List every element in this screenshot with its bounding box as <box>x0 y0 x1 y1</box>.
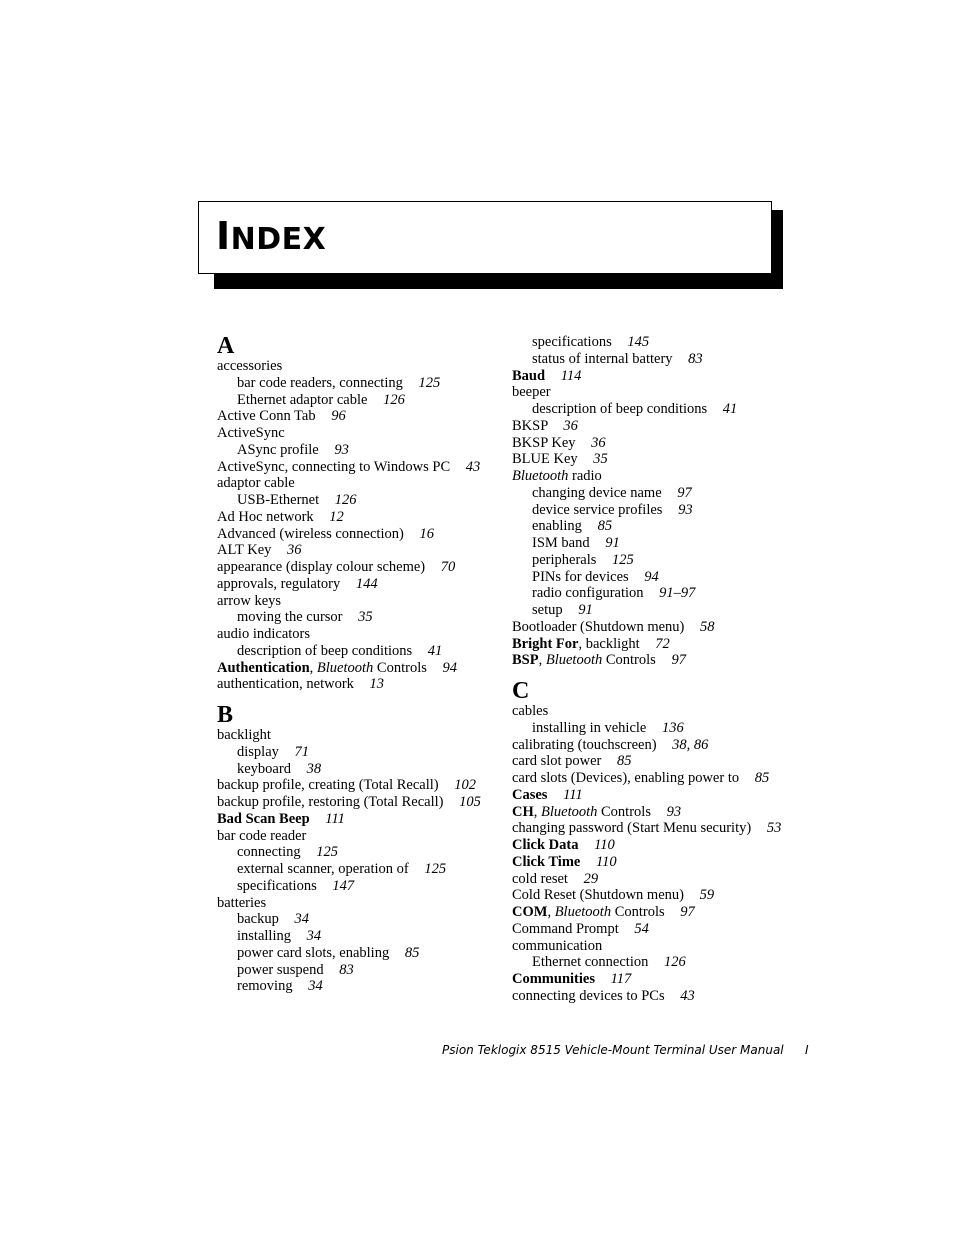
index-term: moving the cursor <box>237 609 343 626</box>
index-term: radio configuration <box>532 585 644 602</box>
index-page-ref: 125 <box>418 374 441 391</box>
index-entry <box>512 384 802 401</box>
index-page-ref: 91 <box>578 602 593 618</box>
index-term: BLUE Key <box>512 451 578 468</box>
index-term: accessories <box>217 358 283 374</box>
index-entry <box>512 837 802 854</box>
index-term-italic: Bluetooth <box>541 803 598 820</box>
index-subentry <box>217 492 507 509</box>
index-page-ref: 83 <box>688 350 703 367</box>
index-page-ref: 43 <box>465 458 481 475</box>
index-term: cold reset <box>512 870 568 887</box>
index-subentry <box>217 744 507 761</box>
index-term: beeper <box>512 384 551 401</box>
index-section-letter: A <box>217 333 235 359</box>
index-page-ref: 97 <box>680 904 695 920</box>
index-term-italic: Bluetooth <box>545 652 603 669</box>
index-page-ref: 38 <box>306 760 322 777</box>
index-subentry <box>217 844 507 861</box>
index-entry: Bright For, backlight 72 <box>512 635 670 652</box>
index-page-ref: 36 <box>563 417 578 434</box>
index-entry <box>512 451 802 468</box>
index-subentry <box>217 861 507 878</box>
index-term: audio indicators <box>217 626 311 642</box>
index-term: BKSP <box>512 417 548 434</box>
index-entry <box>217 559 507 576</box>
index-page-ref: 93 <box>334 441 349 458</box>
index-subentry <box>217 945 507 962</box>
index-term: radio <box>572 468 602 484</box>
index-subentry <box>512 552 802 569</box>
index-term: power suspend <box>237 961 324 978</box>
index-page-ref: 91–97 <box>659 585 696 602</box>
index-page-ref: 38, 86 <box>672 736 709 753</box>
index-page-ref: 35 <box>358 609 373 626</box>
index-term: specifications <box>532 334 612 350</box>
index-page-ref: 94 <box>644 568 659 585</box>
index-entry <box>217 576 507 593</box>
index-term: power card slots, enabling <box>237 944 390 961</box>
index-page-ref: 34 <box>306 928 322 944</box>
index-term: description of beep conditions <box>237 642 413 659</box>
index-term-bold: Authentication <box>217 659 310 676</box>
index-term-bold: Baud <box>512 367 546 384</box>
index-term: Command Prompt <box>512 920 619 937</box>
index-term: description of beep conditions <box>532 401 708 417</box>
index-term: BKSP Key <box>512 434 576 451</box>
index-term-bold: Click Data <box>512 837 579 853</box>
index-entry <box>217 542 507 559</box>
index-page-ref: 43 <box>680 987 695 1004</box>
index-subentry <box>217 928 507 945</box>
index-term-bold: Cases <box>512 786 548 803</box>
index-entry <box>512 871 802 888</box>
index-term-italic: Bluetooth <box>512 468 569 484</box>
index-page-ref: 29 <box>583 870 599 887</box>
index-term: keyboard <box>237 760 291 777</box>
index-term: peripherals <box>532 551 597 568</box>
index-entry <box>217 794 507 811</box>
index-page-ref: 114 <box>560 367 582 384</box>
index-term: ISM band <box>532 535 590 551</box>
index-page-ref: 41 <box>427 642 443 659</box>
index-subentry <box>217 911 507 928</box>
index-page-ref: 72 <box>655 635 670 652</box>
index-term-italic: Bluetooth <box>554 904 612 920</box>
index-subentry <box>512 954 802 971</box>
index-term: external scanner, operation of <box>237 861 409 877</box>
index-page-ref: 96 <box>331 408 346 425</box>
index-entry <box>217 676 507 693</box>
index-page-ref: 70 <box>440 559 456 575</box>
index-term-bold: Bad Scan Beep <box>217 810 310 827</box>
index-entry <box>512 703 802 720</box>
index-term: USB-Ethernet <box>237 492 320 508</box>
index-term: ActiveSync <box>217 425 285 441</box>
index-subentry <box>217 375 507 392</box>
index-term-bold: BSP <box>512 652 539 669</box>
index-term: Controls <box>605 652 656 669</box>
index-page-ref: 59 <box>699 887 715 904</box>
index-term: changing device name <box>532 484 662 501</box>
index-page-ref: 136 <box>662 719 684 736</box>
index-page-ref: 85 <box>404 944 420 961</box>
index-page-ref: 41 <box>722 401 738 417</box>
index-term: enabling <box>532 518 582 535</box>
index-entry <box>217 526 507 543</box>
page-title-rest: NDEX <box>230 222 327 257</box>
index-subentry <box>512 502 802 519</box>
index-entry <box>217 425 507 442</box>
index-term: backup profile, creating (Total Recall) <box>217 777 439 794</box>
index-term: Advanced (wireless connection) <box>217 525 404 542</box>
index-subentry <box>217 392 507 409</box>
index-entry <box>512 921 802 938</box>
index-term: installing in vehicle <box>532 719 647 736</box>
index-page-ref: 117 <box>610 971 632 987</box>
index-term: Ethernet connection <box>532 954 649 971</box>
index-entry <box>217 828 507 845</box>
index-entry: Authentication, Bluetooth Controls 94 <box>217 659 457 676</box>
index-subentry <box>217 978 507 995</box>
index-entry <box>217 895 507 912</box>
index-term: appearance (display colour scheme) <box>217 559 426 575</box>
index-subentry <box>217 878 507 895</box>
index-page-ref: 111 <box>325 810 345 827</box>
index-page-ref: 126 <box>663 954 686 971</box>
index-entry <box>512 988 802 1005</box>
index-subentry <box>512 585 802 602</box>
index-term: connecting <box>237 844 301 861</box>
index-entry <box>512 938 802 955</box>
index-subentry <box>217 609 507 626</box>
index-term: installing <box>237 928 291 944</box>
index-term: bar code readers, connecting <box>237 374 403 391</box>
index-subentry <box>512 485 802 502</box>
index-entry <box>217 626 507 643</box>
index-term: calibrating (touchscreen) <box>512 736 657 753</box>
index-page-ref: 34 <box>294 911 309 928</box>
index-term: bar code reader <box>217 827 307 844</box>
index-term: Bootloader (Shutdown menu) <box>512 618 685 635</box>
index-term: authentication, network <box>217 676 354 693</box>
index-term-bold: CH <box>512 803 534 820</box>
index-entry <box>512 737 802 754</box>
index-page-ref: 110 <box>594 837 615 853</box>
index-term: removing <box>237 978 293 995</box>
index-entry <box>512 619 802 636</box>
index-entry <box>512 435 802 452</box>
index-page-ref: 36 <box>287 542 302 559</box>
index-page-ref: 85 <box>754 770 770 786</box>
index-subentry <box>512 535 802 552</box>
index-term: Controls <box>601 803 651 820</box>
index-subentry <box>217 761 507 778</box>
index-entry <box>217 358 507 375</box>
index-term-bold: COM <box>512 904 548 920</box>
index-entry <box>512 368 802 385</box>
index-subentry <box>217 962 507 979</box>
index-term-bold: Bright For <box>512 635 579 652</box>
index-entry <box>217 459 507 476</box>
index-page-ref: 85 <box>617 753 632 770</box>
index-term: backup profile, restoring (Total Recall) <box>217 794 444 810</box>
index-entry <box>217 777 507 794</box>
index-subentry <box>512 720 802 737</box>
index-term: communication <box>512 937 603 954</box>
index-page-ref: 105 <box>459 794 481 810</box>
index-page-ref: 94 <box>442 659 457 676</box>
index-page-ref: 12 <box>329 508 344 525</box>
index-term: Ethernet adaptor cable <box>237 391 368 408</box>
index-entry <box>512 753 802 770</box>
index-page-ref: 91 <box>605 535 620 551</box>
index-page-ref: 126 <box>383 391 405 408</box>
index-term: Cold Reset (Shutdown menu) <box>512 887 684 904</box>
index-subentry <box>217 643 507 660</box>
index-subentry <box>512 334 802 351</box>
index-subentry <box>512 351 802 368</box>
index-term: ActiveSync, connecting to Windows PC <box>217 458 451 475</box>
index-column-right <box>512 334 802 1005</box>
index-page-ref: 125 <box>424 861 447 877</box>
index-term: approvals, regulatory <box>217 575 341 592</box>
index-entry <box>512 418 802 435</box>
index-entry <box>512 820 802 837</box>
index-term: adaptor cable <box>217 475 295 492</box>
index-page-ref: 34 <box>308 978 323 995</box>
index-subentry <box>512 401 802 418</box>
index-page-ref: 85 <box>597 518 613 535</box>
index-term: device service profiles <box>532 501 663 518</box>
index-entry <box>512 971 802 988</box>
index-term: card slot power <box>512 753 602 770</box>
title-box <box>198 201 772 274</box>
index-term: batteries <box>217 894 267 911</box>
index-page-ref: 145 <box>627 334 650 350</box>
index-entry: CH, Bluetooth Controls 93 <box>512 803 682 820</box>
index-term: connecting devices to PCs <box>512 987 665 1004</box>
index-entry <box>217 475 507 492</box>
index-term: Controls <box>614 904 665 920</box>
index-page-ref: 93 <box>678 501 693 518</box>
index-term: Active Conn Tab <box>217 408 316 425</box>
index-term: specifications <box>237 877 317 894</box>
index-term: setup <box>532 602 563 618</box>
index-page-ref: 36 <box>591 434 606 451</box>
index-term: ASync profile <box>237 441 319 458</box>
index-section-letter: B <box>217 702 234 728</box>
footer-page-number: I <box>805 1043 809 1057</box>
index-page-ref: 93 <box>666 803 682 820</box>
index-term-bold: Click Time <box>512 853 581 870</box>
index-term: backup <box>237 911 279 928</box>
index-subentry <box>512 569 802 586</box>
index-term: arrow keys <box>217 592 282 609</box>
index-entry <box>512 468 802 485</box>
index-page-ref: 125 <box>316 844 338 861</box>
index-page-ref: 126 <box>334 492 357 508</box>
index-page-ref: 54 <box>634 920 649 937</box>
index-section-letter: C <box>512 678 530 704</box>
index-term: backlight <box>217 727 271 743</box>
index-entry <box>217 408 507 425</box>
index-page-ref: 102 <box>454 777 476 794</box>
index-term-bold: Communities <box>512 971 595 987</box>
index-term: ALT Key <box>217 542 272 559</box>
page-title-initial: I <box>216 214 231 258</box>
footer-manual-title: Psion Teklogix 8515 Vehicle-Mount Terminal User Manual <box>442 1043 784 1057</box>
index-term: changing password (Start Menu security) <box>512 820 752 837</box>
index-term: display <box>237 743 279 760</box>
index-page-ref: 35 <box>593 451 608 468</box>
index-entry: BSP, Bluetooth Controls 97 <box>512 652 686 669</box>
index-page-ref: 97 <box>671 652 686 669</box>
index-entry <box>217 727 507 744</box>
index-subentry <box>512 602 802 619</box>
index-term: Ad Hoc network <box>217 508 314 525</box>
index-page-ref: 13 <box>369 676 385 693</box>
index-entry <box>217 811 507 828</box>
index-entry <box>217 509 507 526</box>
index-subentry <box>512 518 802 535</box>
index-page-ref: 97 <box>677 484 692 501</box>
index-page-ref: 58 <box>700 618 715 635</box>
index-entry <box>512 787 802 804</box>
index-page-ref: 144 <box>355 575 378 592</box>
index-term: status of internal battery <box>532 350 673 367</box>
index-term: Controls <box>376 659 427 676</box>
index-page-ref: 111 <box>563 786 583 803</box>
index-subentry <box>217 442 507 459</box>
index-entry <box>512 770 802 787</box>
index-term: cables <box>512 703 549 719</box>
index-term: card slots (Devices), enabling power to <box>512 770 740 786</box>
index-page-ref: 110 <box>595 853 617 870</box>
index-page-ref: 125 <box>612 551 634 568</box>
index-page-ref: 147 <box>332 877 355 894</box>
page-title <box>216 216 326 260</box>
index-entry <box>512 854 802 871</box>
index-page-ref: 16 <box>419 525 434 542</box>
index-entry: COM, Bluetooth Controls 97 <box>512 904 695 920</box>
index-entry <box>217 593 507 610</box>
index-page-ref: 53 <box>766 820 782 837</box>
index-page-ref: 83 <box>339 961 354 978</box>
index-term: backlight <box>585 635 640 652</box>
index-term-italic: Bluetooth <box>316 659 374 676</box>
index-page-ref: 71 <box>294 743 310 760</box>
index-column-left <box>217 334 507 995</box>
index-entry <box>512 887 802 904</box>
index-term: PINs for devices <box>532 568 629 585</box>
